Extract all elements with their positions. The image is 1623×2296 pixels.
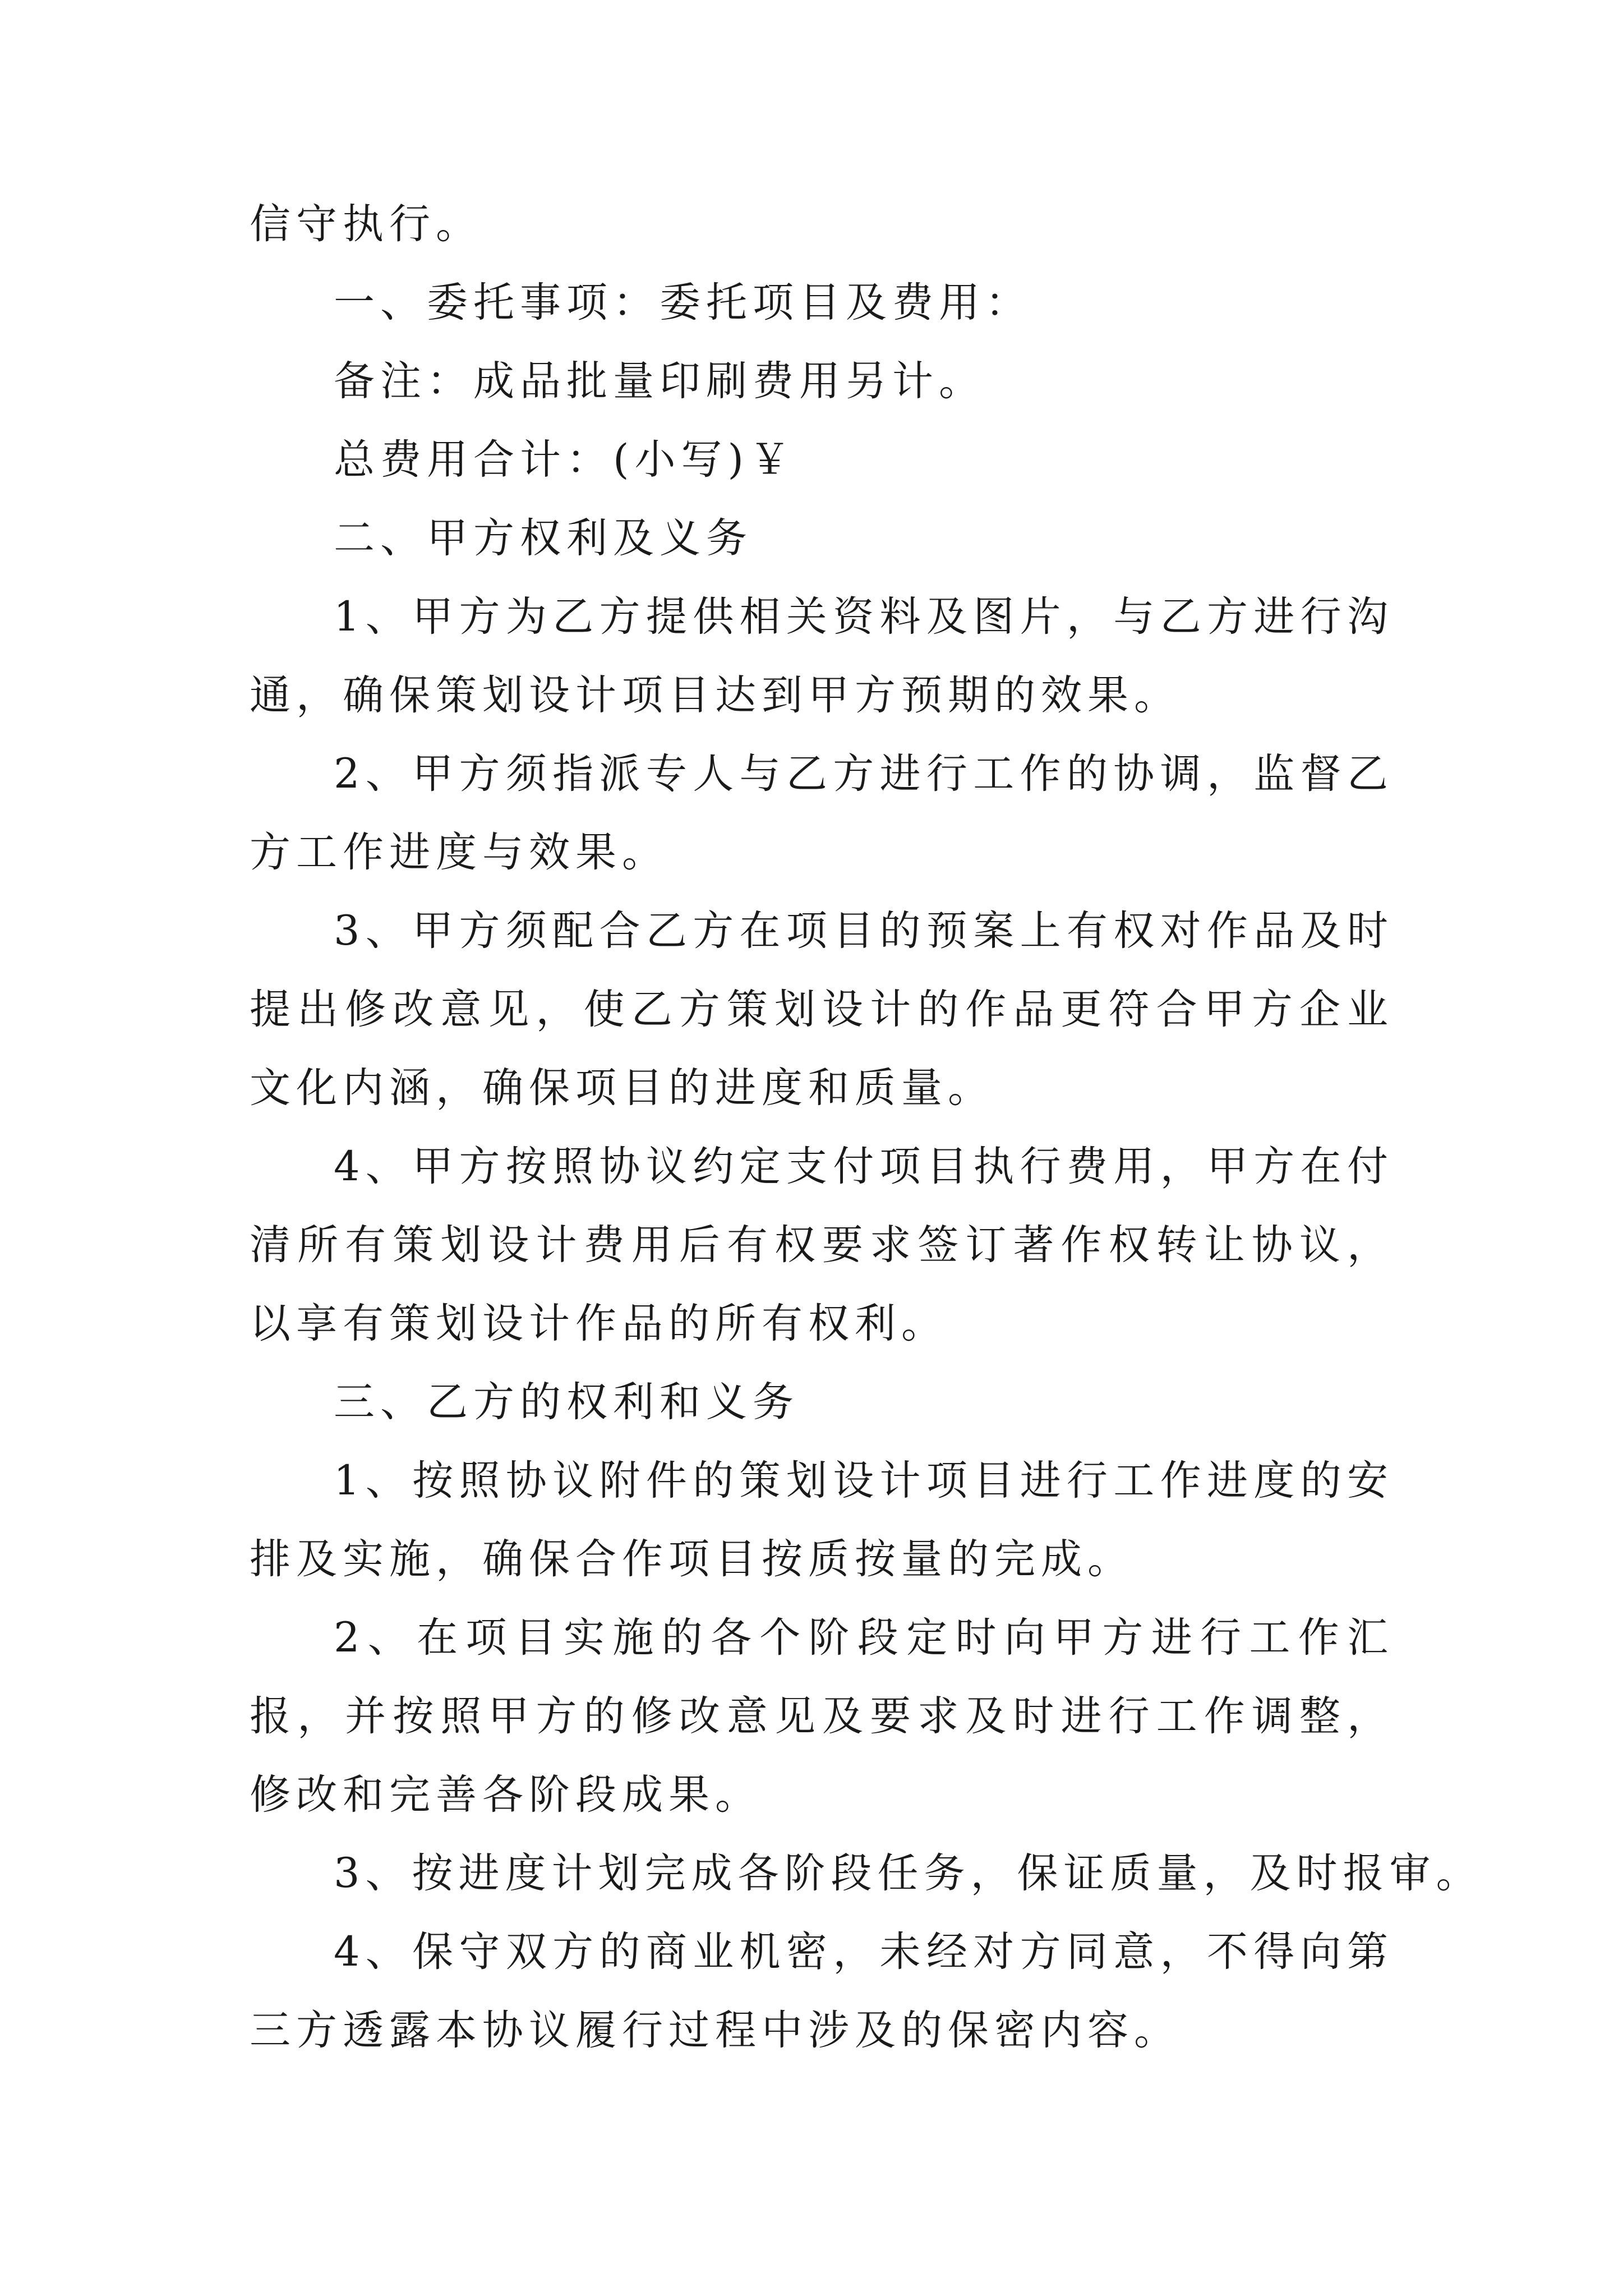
party-b-clause-4: 4、保守双方的商业机密，未经对方同意，不得向第三方透露本协议履行过程中涉及的保密内容。: [250, 1928, 1394, 2054]
party-b-clause-3: 3、按进度计划完成各阶段任务，保证质量，及时报审。: [334, 1849, 1483, 1897]
document-body: [250, 185, 1483, 2070]
paragraph-continuation: 信守执行。: [250, 200, 482, 248]
section-2-heading: 二、甲方权利及义务: [334, 514, 753, 562]
party-a-clause-2: 2、甲方须指派专人与乙方进行工作的协调，监督乙方工作进度与效果。: [250, 750, 1394, 876]
party-a-clause-3: 3、甲方须配合乙方在项目的预案上有权对作品及时提出修改意见，使乙方策划设计的作品更符合甲方企业文化内涵，确保项目的进度和质量。: [250, 907, 1394, 1112]
party-b-clause-1: 1、按照协议附件的策划设计项目进行工作进度的安排及实施，确保合作项目按质按量的完成。: [250, 1457, 1394, 1583]
party-a-clause-4: 4、甲方按照协议约定支付项目执行费用，甲方在付清所有策划设计费用后有权要求签订著作权转让协议，以享有策划设计作品的所有权利。: [250, 1143, 1394, 1347]
remark-line: 备注：成品批量印刷费用另计。: [334, 357, 985, 405]
section-3-heading: 三、乙方的权利和义务: [334, 1378, 799, 1426]
section-1-heading: 一、委托事项：委托项目及费用：: [334, 279, 1032, 326]
party-a-clause-1: 1、甲方为乙方提供相关资料及图片，与乙方进行沟通，确保策划设计项目达到甲方预期的效果。: [250, 593, 1394, 719]
party-b-clause-2: 2、在项目实施的各个阶段定时向甲方进行工作汇报，并按照甲方的修改意见及要求及时进行工作调整，修改和完善各阶段成果。: [250, 1614, 1394, 1819]
total-fee-line: 总费用合计：(小写)￥: [334, 436, 796, 484]
